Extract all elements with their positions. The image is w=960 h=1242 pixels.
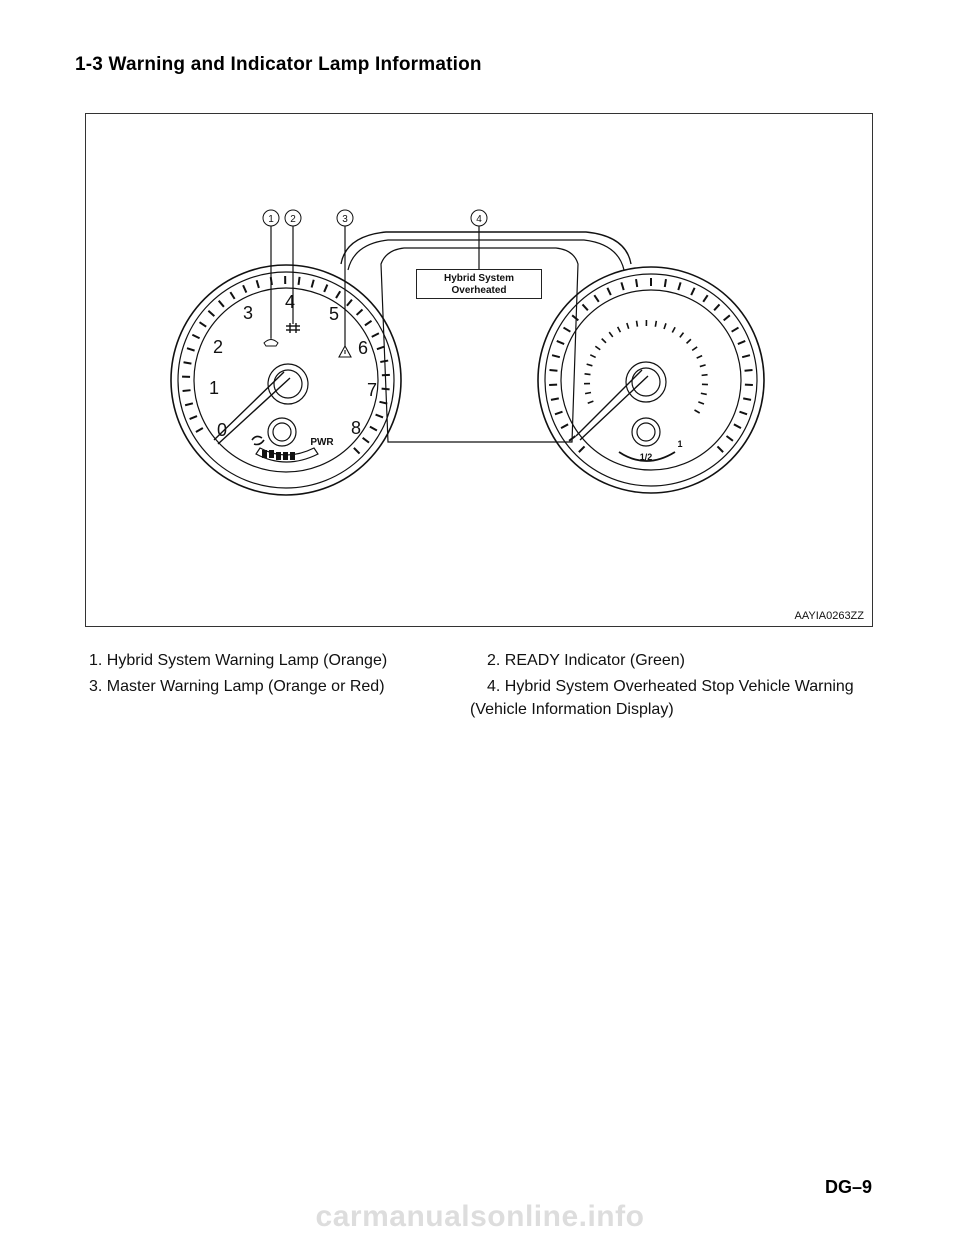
figure-code: AAYIA0263ZZ: [794, 610, 864, 622]
inner-gauge-tick: [585, 392, 591, 393]
speedometer-tick: [190, 416, 197, 419]
inner-gauge-tick: [595, 346, 600, 349]
fuel-full-label: 1: [677, 439, 683, 449]
power-bar-segment: [269, 450, 274, 458]
speedometer-tick: [365, 321, 372, 326]
speedometer-tick: [184, 362, 192, 363]
ready-indicator-icon: [286, 323, 300, 333]
section-heading: 1-3 Warning and Indicator Lamp Information: [75, 54, 482, 75]
outer-gauge-tick: [734, 424, 741, 428]
speedometer-tick: [363, 438, 369, 443]
eco-icon: [252, 436, 264, 444]
speedometer-tick: [370, 427, 377, 431]
speedometer-tick: [357, 310, 363, 315]
inner-gauge-tick: [618, 327, 621, 332]
display-line-1: Hybrid System: [443, 273, 515, 284]
inner-gauge-tick: [687, 339, 691, 343]
inner-gauge-tick: [694, 410, 699, 413]
vehicle-information-display: [416, 269, 542, 299]
outer-gauge-tick: [738, 341, 745, 344]
page-number: DG–9: [824, 1177, 872, 1197]
speedometer-tick: [382, 389, 390, 390]
outer-gauge-tick: [636, 279, 637, 287]
scale-6: 6: [357, 338, 369, 358]
outer-gauge-tick: [549, 370, 557, 371]
inner-gauge-tick: [692, 347, 697, 350]
speedometer-tick: [380, 361, 388, 362]
power-bar-segment: [276, 452, 281, 460]
outer-gauge-tick: [607, 288, 610, 295]
callout-2: 2: [290, 214, 296, 225]
inner-gauge-tick: [609, 332, 613, 337]
fuel-half-label: 1/2: [639, 452, 653, 462]
display-line-2: Overheated: [451, 285, 507, 296]
inner-gauge-tick: [590, 355, 595, 358]
speedometer-tick: [257, 280, 259, 288]
speedometer-tick: [200, 322, 207, 326]
speedometer-tick: [336, 291, 340, 298]
outer-gauge-tick: [714, 304, 719, 310]
scale-3: 3: [242, 303, 254, 323]
outer-gauge-tick: [742, 355, 750, 357]
watermark: carmanualsonline.info: [315, 1200, 645, 1233]
speedometer-tick: [347, 300, 352, 306]
caption-3: 3. Master Warning Lamp (Orange or Red): [89, 678, 385, 695]
inner-gauge-tick: [680, 333, 684, 338]
caption-2: 2. READY Indicator (Green): [487, 652, 686, 669]
outer-gauge-tick: [740, 412, 748, 415]
outer-gauge-tick: [717, 446, 723, 452]
outer-gauge-tick: [555, 412, 563, 415]
outer-gauge-tick: [745, 370, 753, 371]
speedometer-tick: [271, 277, 272, 285]
instrument-cluster-illustration: [86, 114, 872, 626]
outer-gauge-tick: [665, 279, 666, 287]
power-bar-segment: [262, 450, 267, 458]
outer-gauge-tick: [732, 328, 739, 332]
caption-4: 4. Hybrid System Overheated Stop Vehicle Warning: [487, 678, 854, 695]
speedometer-tick: [243, 285, 246, 292]
outer-gauge-tick: [579, 446, 585, 452]
outer-gauge-tick: [691, 288, 694, 295]
inner-gauge-tick: [627, 323, 629, 329]
speedometer-tick: [354, 448, 360, 454]
outer-gauge-tick: [557, 341, 564, 344]
power-bar-segment: [283, 452, 288, 460]
speedometer-tick: [208, 311, 214, 316]
outer-gauge-tick: [724, 315, 730, 320]
outer-gauge-tick: [564, 328, 571, 332]
outer-gauge-tick: [621, 282, 623, 290]
outer-gauge-tick: [552, 355, 560, 357]
inner-gauge-tick: [697, 356, 702, 359]
inner-gauge-tick: [637, 321, 638, 327]
speedometer-tick: [185, 403, 193, 405]
outer-gauge-tick: [678, 282, 680, 290]
caption-1: 1. Hybrid System Warning Lamp (Orange): [89, 652, 388, 669]
inner-gauge-tick: [655, 321, 656, 327]
outer-gauge-tick: [703, 295, 707, 302]
instrument-cluster-figure: [85, 113, 873, 627]
inner-gauge-tick: [587, 364, 593, 366]
scale-5: 5: [328, 304, 340, 324]
scale-4: 4: [284, 292, 296, 312]
outer-gauge-tick: [743, 398, 751, 400]
speedometer-tick: [192, 335, 199, 338]
scale-2: 2: [212, 337, 224, 357]
outer-gauge-tick: [727, 436, 733, 441]
speedometer-tick: [324, 285, 327, 292]
outer-gauge-tick: [551, 398, 559, 400]
outer-gauge-tick: [583, 304, 588, 310]
outer-gauge-tick: [594, 295, 598, 302]
inner-gauge-tick: [701, 393, 707, 394]
scale-0: 0: [216, 420, 228, 440]
power-label: PWR: [310, 437, 334, 448]
speedometer-tick: [312, 280, 314, 288]
caption-4-continued: (Vehicle Information Display): [470, 701, 674, 718]
speedometer-tick: [376, 415, 383, 418]
inner-gauge-tick: [585, 374, 591, 375]
inner-gauge-tick: [664, 323, 666, 329]
speedometer-tick: [219, 301, 224, 307]
speedometer-tick: [196, 428, 203, 432]
inner-gauge-tick: [698, 402, 704, 404]
master-warning-icon: [339, 346, 351, 357]
inner-gauge-tick: [602, 339, 606, 343]
outer-gauge-tick: [572, 315, 578, 320]
speedometer-tick: [299, 277, 300, 285]
callout-1: 1: [268, 214, 274, 225]
scale-7: 7: [366, 380, 378, 400]
speedometer-tick: [183, 390, 191, 391]
scale-1: 1: [208, 378, 220, 398]
inner-gauge-tick: [702, 375, 708, 376]
outer-gauge-tick: [561, 424, 568, 428]
inner-gauge-tick: [672, 327, 675, 332]
speedometer-tick: [377, 347, 385, 350]
speedometer-tick: [187, 348, 195, 350]
scale-8: 8: [350, 418, 362, 438]
callout-3: 3: [342, 214, 348, 225]
speedometer-tick: [372, 333, 379, 337]
callout-4: 4: [476, 214, 482, 225]
speedometer-tick: [230, 292, 234, 299]
hybrid-warning-icon: [264, 336, 278, 346]
inner-gauge-tick: [700, 365, 706, 367]
power-bar-segment: [290, 452, 295, 460]
inner-gauge-tick: [588, 401, 594, 403]
